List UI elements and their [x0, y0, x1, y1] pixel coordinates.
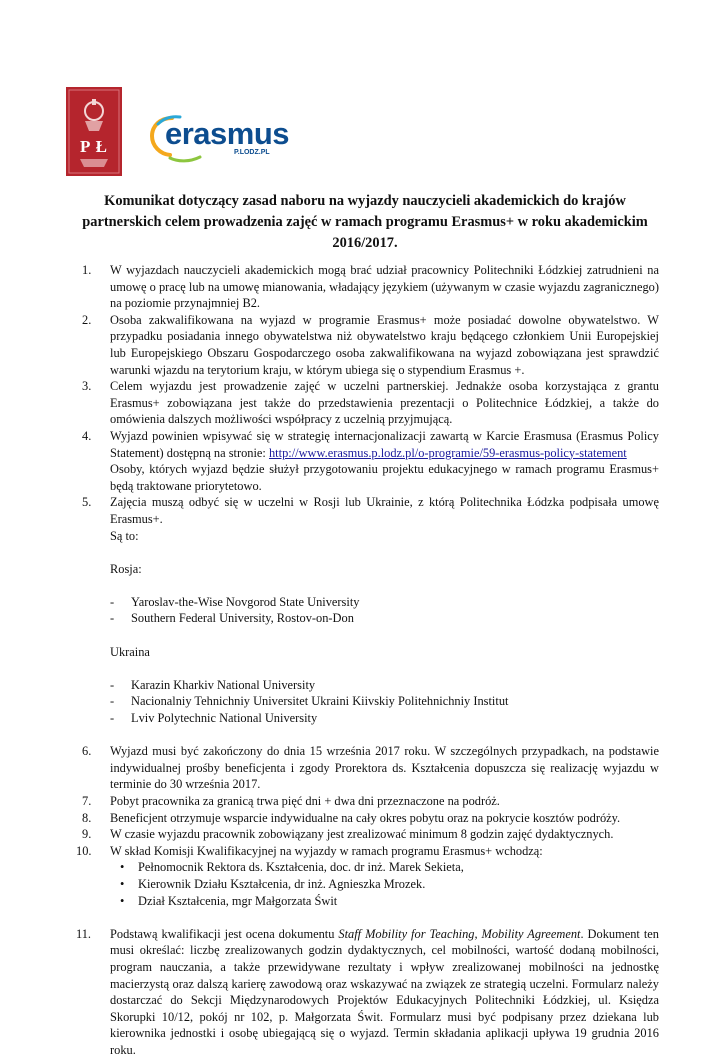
item-text: Pobyt pracownika za granicą trwa pięć dni + dwa dni przeznaczone na podróż. — [110, 794, 500, 808]
erasmus-policy-link[interactable]: http://www.erasmus.p.lodz.pl/o-programie/59-erasmus-policy-statement — [268, 445, 627, 460]
title-line-2: partnerskich celem prowadzenia zajęć w ramach programu Erasmus+ w roku akademickim — [82, 214, 648, 230]
item-text: Osoba zakwalifikowana na wyjazd w programie Erasmus+ może posiadać dowolne obywatelstwo. W przypadku posiadania innego obywatelstwa niż obywatelstwo kraju będącego członkiem Unii Europejskiej lub Europejskiego Obszaru Gospodarczego osoba zakwalifikowana na wyjazd zobowiązana jest sprawdzić warunki wjazdu na terytorium kraju, w którym ubiega się o stypendium Erasmus +. — [110, 312, 659, 377]
list-item: 9. W czasie wyjazdu pracownik zobowiązany jest zrealizować minimum 8 godzin zajęć dydaktycznych. — [82, 827, 614, 842]
title-line-3: 2016/2017. — [332, 235, 398, 251]
bullet-icon: • — [120, 860, 125, 875]
item-text: Wyjazd powinien wpisywać się w strategię internacjonalizacji zawartą w Karcie Erasmusa (Erasmus Policy Statement) dostępną na stronie: — [110, 428, 659, 460]
list-item: 8. Beneficjent otrzymuje wsparcie indywidualne na cały okres pobytu oraz na pokrycie kosztów podróży. — [82, 810, 621, 825]
rosja-heading: Rosja: — [110, 561, 142, 576]
item-text-continued: Osoby, których wyjazd będzie służył przygotowaniu projektu edukacyjnego w ramach programu Erasmus+ będą traktowane priorytetowo. — [110, 462, 659, 493]
document-body — [0, 262, 725, 1059]
university-item: - Nacionalniy Tehnichniy Universitet Ukraini Kiivskiy Politehnichniy Institut — [110, 694, 509, 709]
erasmus-logo — [150, 112, 290, 168]
item-text: W wyjazdach nauczycieli akademickich mogą brać udział pracownicy Politechniki Łódzkiej zatrudnieni na umowę o pracę lub na umowę mianowania, władający językiem (używanym w czasie wyjazdu zagranicznego) na poziomie przynajmniej B2. — [110, 263, 659, 311]
erasmus-subtitle: P.LODZ.PL — [234, 149, 270, 156]
list-item: 7. Pobyt pracownika za granicą trwa pięć dni + dwa dni przeznaczone na podróż. — [82, 794, 500, 808]
item-text: Zajęcia muszą odbyć się w uczelni w Rosji lub Ukrainie, z którą Politechnika Łódzka podpisała umowę Erasmus+. — [110, 495, 659, 526]
committee-member: • Dział Kształcenia, mgr Małgorzata Świt — [120, 893, 338, 908]
sa-to-label: Są to: — [110, 528, 139, 543]
committee-member: • Pełnomocnik Rektora ds. Kształcenia, doc. dr inż. Marek Sekieta, — [120, 860, 464, 875]
bullet-icon: • — [120, 893, 125, 908]
list-item: 1. W wyjazdach nauczycieli akademickich mogą brać udział pracownicy Politechniki Łódzkiej zatrudnieni na umowę o pracę lub na umowę mianowania, władający językiem (używanym w czasie wyjazdu zagranicznego) na poziomie przynajmniej B2. — [82, 263, 659, 311]
logo-pl-text: P Ł — [79, 137, 109, 156]
ukraina-heading: Ukraina — [110, 644, 150, 659]
list-item: 6. Wyjazd musi być zakończony do dnia 15 września 2017 roku. W szczególnych przypadkach, na podstawie indywidualnej prośby beneficjenta i zgody Prorektora ds. Kształcenia dopuszcza się realizację wyjazdu w terminie do 30 września 2017. — [82, 744, 659, 792]
item-text: W czasie wyjazdu pracownik zobowiązany jest zrealizować minimum 8 godzin zajęć dydaktycznych. — [110, 827, 614, 842]
document-name: Staff Mobility for Teaching, Mobility Agreement — [338, 926, 581, 941]
crest-icon — [66, 87, 122, 176]
university-item: - Southern Federal University, Rostov-on-Don — [110, 611, 354, 626]
bullet-icon: • — [120, 876, 125, 891]
list-item: 2. Osoba zakwalifikowana na wyjazd w programie Erasmus+ może posiadać dowolne obywatelstwo. W przypadku posiadania innego obywatelstwa niż obywatelstwo kraju będącego członkiem Unii Europejskiej lub Europejskiego Obszaru Gospodarczego osoba zakwalifikowana na wyjazd zobowiązana jest sprawdzić warunki wjazdu na terytorium kraju, w którym ubiega się o stypendium Erasmus +. — [82, 312, 659, 377]
item-text: Podstawą kwalifikacji jest ocena dokumentu — [110, 926, 339, 941]
item-text: Beneficjent otrzymuje wsparcie indywidualne na cały okres pobytu oraz na pokrycie kosztów podróży. — [110, 810, 621, 825]
politechnika-lodzka-logo — [66, 87, 122, 176]
committee-member: • Kierownik Działu Kształcenia, dr inż. Agnieszka Mrozek. — [120, 876, 426, 891]
list-item: 5. Zajęcia muszą odbyć się w uczelni w Rosji lub Ukrainie, z którą Politechnika Łódzka podpisała umowę Erasmus+. — [82, 495, 659, 526]
list-item: 11. Podstawą kwalifikacji jest ocena dokumentu Staff Mobility for Teaching, Mobility Agreement. Dokument ten musi określać: liczbę zrealizowanych godzin dydaktycznych, cel mobilności, wartość dodaną mobilności, program nauczania, a także przewidywane rezultaty i wpływ zrealizowanej mobilności na jednostkę macierzystą oraz dalszą karierę zawodową oraz wskazywać na związek ze strategią uczelni. Formularz należy dostarczać do Sekcji Międzynarodowych Projektów Edukacyjnych Politechniki Łódzkiej, ul. Księdza Skorupki 10/12, pokój nr 102, p. Małgorzata Świt. Formularz musi być podpisany przez dziekana lub kierownika jednostki i osobę ubiegającą się o wyjazd. Termin składania aplikacji upływa 19 grudnia 2016 roku. — [76, 926, 659, 1057]
university-item: - Karazin Kharkiv National University — [110, 677, 316, 692]
item-text: Wyjazd musi być zakończony do dnia 15 września 2017 roku. W szczególnych przypadkach, na podstawie indywidualnej prośby beneficjenta i zgody Prorektora ds. Kształcenia dopuszcza się realizację wyjazdu w terminie do 30 września 2017. — [110, 744, 659, 792]
university-item: - Yaroslav-the-Wise Novgorod State University — [110, 594, 360, 609]
item-text-continued: . Dokument ten musi określać: liczbę zrealizowanych godzin dydaktycznych, cel mobilności, wartość dodaną mobilności, program nauczania, a także przewidywane rezultaty i wpływ zrealizowanej mobilności na jednostkę macierzystą oraz dalszą karierę zawodową oraz wskazywać na związek ze strategią uczelni. Formularz należy dostarczać do Sekcji Międzynarodowych Projektów Edukacyjnych Politechniki Łódzkiej, ul. Księdza Skorupki 10/12, pokój nr 102, p. Małgorzata Świt. Formularz musi być podpisany przez dziekana lub kierownika jednostki i osobę ubiegającą się o wyjazd. Termin składania aplikacji upływa 19 grudnia 2016 roku. — [110, 926, 659, 1057]
item-text: Celem wyjazdu jest prowadzenie zajęć w uczelni partnerskiej. Jednakże osoba korzystająca z grantu Erasmus+ zobowiązana jest także do przedstawienia prezentacji o Politechnice Łódzkiej, a także do omówienia dalszych możliwości współpracy z uczelnią przyjmującą. — [110, 379, 659, 427]
list-item: 3. Celem wyjazdu jest prowadzenie zajęć w uczelni partnerskiej. Jednakże osoba korzystająca z grantu Erasmus+ zobowiązana jest także do przedstawienia prezentacji o Politechnice Łódzkiej, a także do omówienia dalszych możliwości współpracy z uczelnią przyjmującą. — [82, 379, 659, 427]
list-item: 4. Wyjazd powinien wpisywać się w strategię internacjonalizacji zawartą w Karcie Erasmusa (Erasmus Policy Statement) dostępną na stronie: http://www.erasmus.p.lodz.pl/o-programie/59-erasmus-policy-statement Osoby, których wyjazd będzie służył przygotowaniu projektu edukacyjnego w ramach programu Erasmus+ będą traktowane priorytetowo. — [82, 428, 659, 493]
erasmus-word: erasmus — [165, 116, 290, 151]
list-item: 10. W skład Komisji Kwalifikacyjnej na wyjazdy w ramach programu Erasmus+ wchodzą: — [76, 843, 543, 858]
university-item: - Lviv Polytechnic National University — [110, 711, 318, 726]
page-title — [70, 191, 660, 254]
title-line-1: Komunikat dotyczący zasad naboru na wyjazdy nauczycieli akademickich do krajów — [104, 193, 626, 209]
item-text: W skład Komisji Kwalifikacyjnej na wyjazdy w ramach programu Erasmus+ wchodzą: — [110, 843, 543, 858]
